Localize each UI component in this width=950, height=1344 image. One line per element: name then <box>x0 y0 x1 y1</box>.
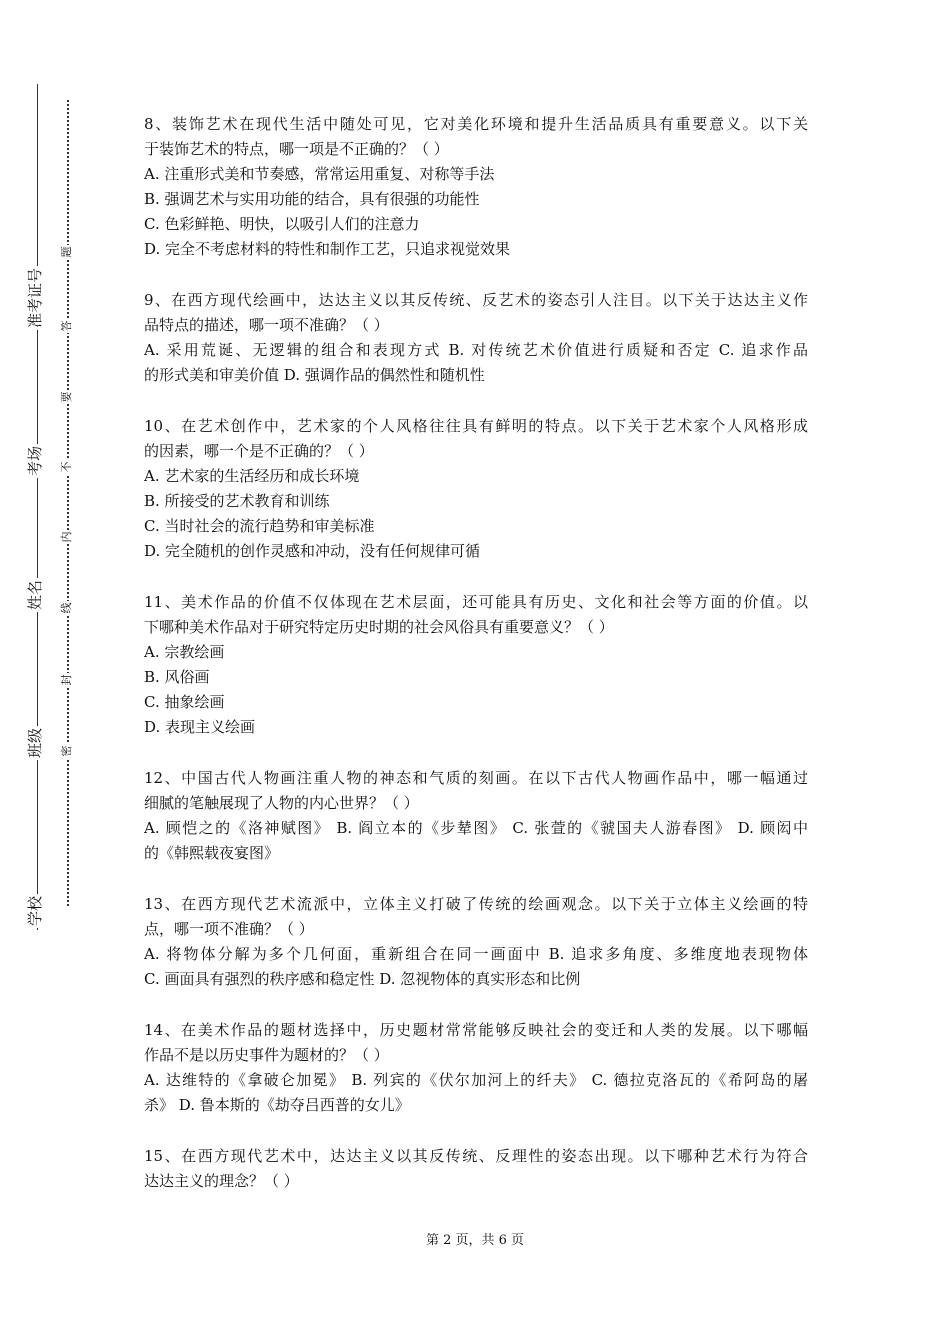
question-13 <box>144 892 808 992</box>
options-line: 的形式美和审美价值 D. 强调作品的偶然性和随机性 <box>144 366 485 384</box>
question-list <box>144 112 808 1220</box>
option-c: C. 色彩鲜艳、明快，以吸引人们的注意力 <box>144 215 420 233</box>
margin-field-exam-id: 准考证号 <box>26 267 44 328</box>
margin-field-exam-room: 考场 <box>26 445 44 476</box>
question-stem-line: 的因素，哪一个是不正确的？（ ） <box>144 442 374 460</box>
question-15 <box>144 1144 808 1194</box>
options-line: A. 顾恺之的《洛神赋图》 B. 阎立本的《步辇图》 C. 张萱的《虢国夫人游春图》 D. 顾闳中 <box>144 819 808 837</box>
question-stem-line: 于装饰艺术的特点，哪一项是不正确的？（ ） <box>144 140 449 158</box>
margin-field-school: 学校 <box>26 895 44 926</box>
question-stem-line: 12、中国古代人物画注重人物的神态和气质的刻画。在以下古代人物画作品中，哪一幅通过 <box>144 769 808 787</box>
options-line: A. 将物体分解为多个几何面，重新组合在同一画面中 B. 追求多角度、多维度地表现物体 <box>144 945 808 963</box>
binding-line-dotted <box>67 100 69 906</box>
question-stem-line: 13、在西方现代艺术流派中，立体主义打破了传统的绘画观念。以下关于立体主义绘画的特 <box>144 895 808 913</box>
seal-char: 答 <box>60 320 73 332</box>
option-a: A. 艺术家的生活经历和成长环境 <box>144 467 360 485</box>
question-stem-line: 细腻的笔触展现了人物的内心世界？（ ） <box>144 794 419 812</box>
question-stem-line: 11、美术作品的价值不仅体现在艺术层面，还可能具有历史、文化和社会等方面的价值。以 <box>144 593 808 611</box>
seal-char: 要 <box>60 391 73 403</box>
options-line: A. 采用荒诞、无逻辑的组合和表现方式 B. 对传统艺术价值进行质疑和否定 C. 追求作品 <box>144 341 808 359</box>
seal-char: 密 <box>60 745 73 757</box>
seal-char: 线 <box>60 602 73 614</box>
question-stem-line: 达达主义的理念？（ ） <box>144 1172 299 1190</box>
question-12 <box>144 766 808 866</box>
option-a: A. 宗教绘画 <box>144 643 225 661</box>
option-c: C. 抽象绘画 <box>144 693 225 711</box>
question-stem-line: 品特点的描述，哪一项不准确？（ ） <box>144 316 389 334</box>
option-d: D. 完全随机的创作灵感和冲动，没有任何规律可循 <box>144 542 481 560</box>
option-b: B. 风俗画 <box>144 668 210 686</box>
question-stem-line: 9、在西方现代绘画中，达达主义以其反传统、反艺术的姿态引人注目。以下关于达达主义作 <box>144 291 808 309</box>
margin-field-name: 姓名 <box>26 579 44 610</box>
options-line: 的《韩熙载夜宴图》 <box>144 844 280 862</box>
option-d: D. 完全不考虑材料的特性和制作工艺，只追求视觉效果 <box>144 240 511 258</box>
question-stem-line: 15、在西方现代艺术中，达达主义以其反传统、反理性的姿态出现。以下哪种艺术行为符合 <box>144 1147 808 1165</box>
seal-char: 封 <box>60 674 73 686</box>
option-a: A. 注重形式美和节奏感，常常运用重复、对称等手法 <box>144 165 495 183</box>
question-stem-line: 14、在美术作品的题材选择中，历史题材常常能够反映社会的变迁和人类的发展。以下哪幅 <box>144 1021 808 1039</box>
options-line: 杀》 D. 鲁本斯的《劫夺吕西普的女儿》 <box>144 1096 410 1114</box>
question-11 <box>144 590 808 740</box>
question-stem-line: 8、装饰艺术在现代生活中随处可见，它对美化环境和提升生活品质具有重要意义。以下关 <box>144 115 808 133</box>
option-b: B. 强调艺术与实用功能的结合，具有很强的功能性 <box>144 190 480 208</box>
options-line: A. 达维特的《拿破仑加冕》 B. 列宾的《伏尔加河上的纤夫》 C. 德拉克洛瓦的《希阿岛的屠 <box>144 1071 808 1089</box>
question-stem-line: 作品不是以历史事件为题材的？（ ） <box>144 1046 389 1064</box>
question-14 <box>144 1018 808 1118</box>
options-line: C. 画面具有强烈的秩序感和稳定性 D. 忽视物体的真实形态和比例 <box>144 970 581 988</box>
question-stem-line: 下哪种美术作品对于研究特定历史时期的社会风俗具有重要意义？（ ） <box>144 618 614 636</box>
question-8 <box>144 112 808 262</box>
page-footer: 第 2 页，共 6 页 <box>425 1233 525 1248</box>
option-c: C. 当时社会的流行趋势和审美标准 <box>144 517 375 535</box>
question-stem-line: 点，哪一项不准确？（ ） <box>144 920 314 938</box>
question-10 <box>144 414 808 564</box>
question-9 <box>144 288 808 388</box>
binding-line-solid <box>37 84 38 930</box>
seal-char: 内 <box>60 531 73 543</box>
seal-char: 不 <box>60 461 73 473</box>
seal-char: 题 <box>60 246 73 258</box>
margin-field-class: 班级 <box>26 727 44 758</box>
question-stem-line: 10、在艺术创作中，艺术家的个人风格往往具有鲜明的特点。以下关于艺术家个人风格形成 <box>144 417 808 435</box>
option-d: D. 表现主义绘画 <box>144 718 256 736</box>
option-b: B. 所接受的艺术教育和训练 <box>144 492 330 510</box>
